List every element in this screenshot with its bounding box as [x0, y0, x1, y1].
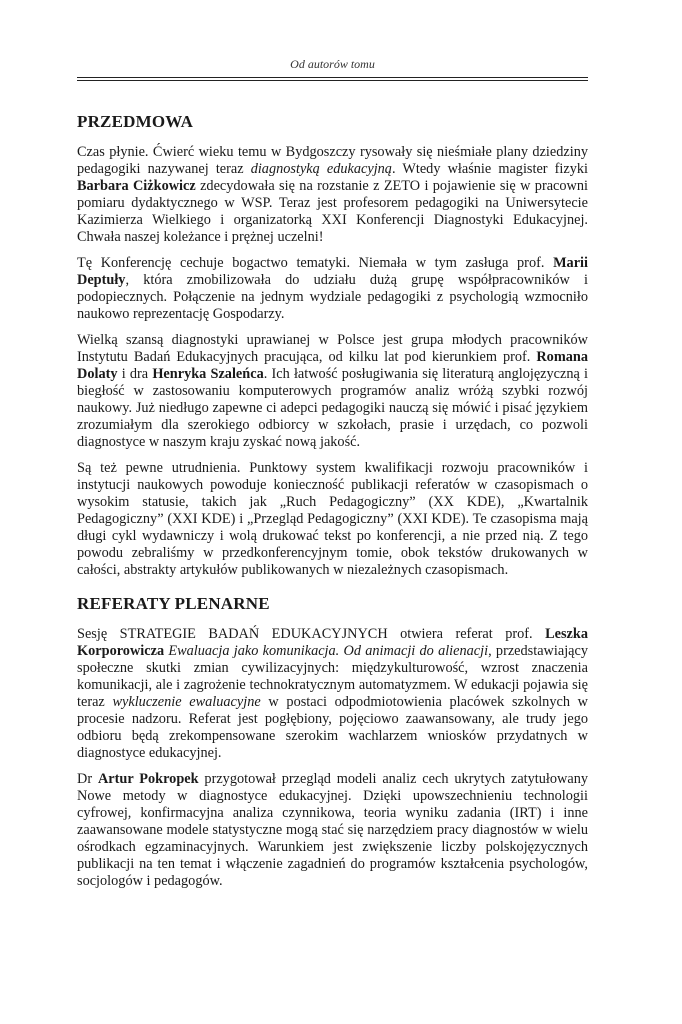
paragraph: Tę Konferencję cechuje bogactwo tematyki. Niemała w tym zasługa prof. Marii Deptuły, która zmobilizowała do udziału dużą grupę współpracowników i podopiecznych. Połączenie na jednym wydziale pedagogiki z psychologią wzmocniło naukowo reprezentację Gospodarzy.	[77, 255, 588, 322]
paragraph: Wielką szansą diagnostyki uprawianej w Polsce jest grupa młodych pracowników Instytutu Badań Edukacyjnych pracująca, od kilku lat pod kierunkiem prof. Romana Dolaty i dra Henryka Szaleńca. Ich łatwość posługiwania się literaturą anglojęzyczną i biegłość w zastosowaniu komputerowych programów analiz wróżą szybki rozwój naukowy. Już niedługo zapewne ci adepci pedagogiki nauczą się mówić i pisać językiem zrozumiałym dla szerokiego odbiorcy w szkołach, prasie i urzędach, co pozwoli diagnostyce w naszym kraju zyskać nową jakość.	[77, 332, 588, 450]
section-heading-referaty: REFERATY PLENARNE	[77, 594, 270, 613]
emphasis: diagnostyką edukacyjną	[250, 161, 392, 177]
running-header: Od autorów tomu	[290, 57, 375, 71]
emphasis: wykluczenie ewaluacyjne	[112, 694, 261, 710]
person-name: Romana Dolaty	[77, 349, 588, 382]
person-name: Barbara Ciżkowicz	[77, 178, 196, 194]
header-rule	[77, 77, 588, 81]
paragraph: Czas płynie. Ćwierć wieku temu w Bydgoszczy rysowały się nieśmiałe plany dziedziny pedagogiki nazywanej teraz diagnostyką edukacyjną. Wtedy właśnie magister fizyki Barbara Ciżkowicz zdecydowała się na rozstanie z ZETO i pojawienie się w pracowni pomiaru dydaktycznego w WSP. Teraz jest profesorem pedagogiki na Uniwersytecie Kazimierza Wielkiego i organizatorką XXI Konferencji Diagnostyki Edukacyjnej. Chwała naszej koleżance i prężnej uczelni!	[77, 144, 588, 245]
paragraph: Są też pewne utrudnienia. Punktowy system kwalifikacji rozwoju pracowników i instytucji naukowych powoduje konieczność publikacji referatów w czasopismach o wysokim statusie, takich jak „Ruch Pedagogiczny” (XX KDE), „Kwartalnik Pedagogiczny” (XXI KDE) i „Przegląd Pedagogiczny” (XXI KDE). Te czasopisma mają długi cykl wydawniczy i wolą drukować tekst po konferencji, a nie przed nią. Z tego powodu zebraliśmy w przedkonferencyjnym tomie, obok tekstów drukowanych w całości, abstrakty artykułów publikowanych w niezależnych czasopismach.	[77, 460, 588, 578]
paper-title: Ewaluacja jako komunikacja. Od animacji do alienacji	[168, 643, 489, 659]
person-name: Henryka Szaleńca	[152, 366, 264, 382]
paragraph: Sesję STRATEGIE BADAŃ EDUKACYJNYCH otwiera referat prof. Leszka Korporowicza Ewaluacja jako komunikacja. Od animacji do alienacji, przedstawiający społeczne skutki zmian cywilizacyjnych: międzykulturowość, wzrost znaczenia komunikacji, ale i zagrożenie technokratycznym automatyzmem. W edukacji pojawia się teraz wykluczenie ewaluacyjne w postaci odpodmiotowienia placówek szkolnych w procesie nadzoru. Referat jest pogłębiony, pojęciowo zaawansowany, ale trudy jego odbioru będą zrekompensowane szerokim wachlarzem wniosków przydatnych w diagnostyce edukacyjnej.	[77, 626, 589, 761]
person-name: Artur Pokropek	[97, 771, 199, 787]
section-heading-przedmowa: PRZEDMOWA	[77, 112, 194, 131]
page-body	[77, 113, 588, 899]
paragraph: Dr Artur Pokropek przygotował przegląd modeli analiz cech ukrytych zatytułowany Nowe metody w diagnostyce edukacyjnej. Dzięki upowszechnieniu technologii cyfrowej, konfirmacyjna analiza czynnikowa, teoria wyniku zadania (IRT) i inne zaawansowane modele statystyczne mogą stać się narzędziem pracy diagnostów w wielu ośrodkach egzaminacyjnych. Warunkiem jest zwiększenie liczby polskojęzycznych publikacji na ten temat i włączenie zagadnień do programów kształcenia psychologów, socjologów i pedagogów.	[77, 771, 588, 889]
person-name: Leszka Korporowicza	[77, 626, 588, 659]
person-name: Marii Deptuły	[77, 255, 588, 288]
